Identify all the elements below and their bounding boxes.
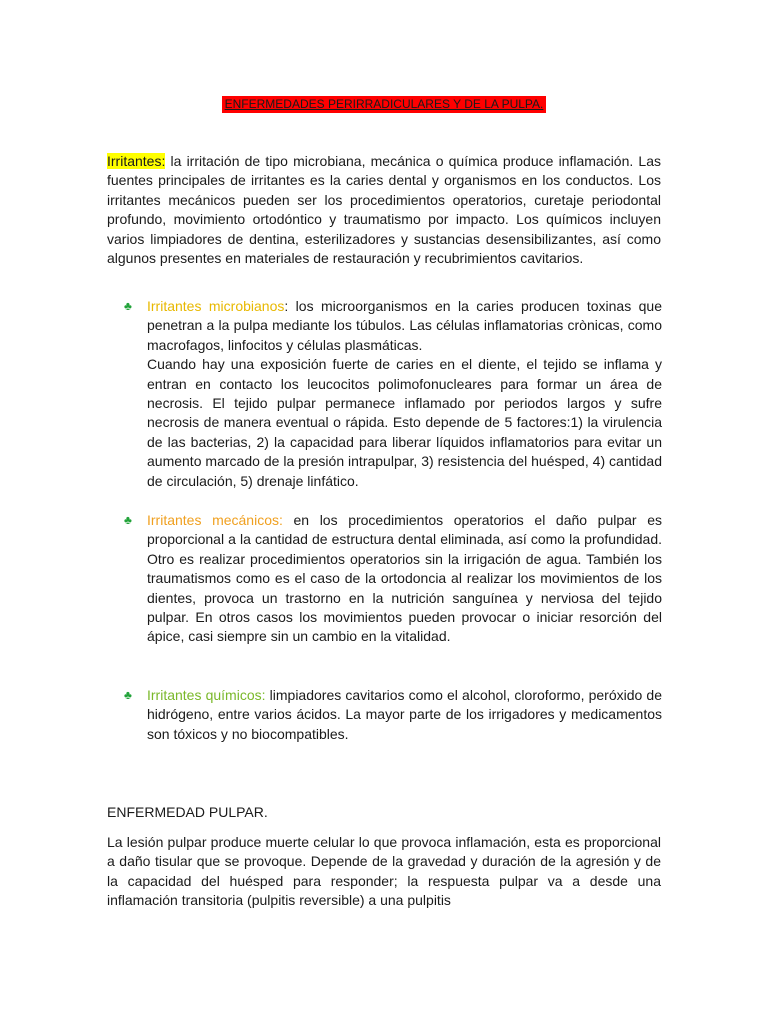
bullet-text-continued: Cuando hay una exposición fuerte de caries en el diente, el tejido se inflama y entran en contacto los leucocitos polimofonucleares para formar un área de necrosis. El tejido pulpar permanece inflamado por periodos largos y sufre necrosis de manera eventual o rápida. Esto depende de 5 factores:1) la virulencia de las bacterias, 2) la capacidad para liberar líquidos inflamatorios para evitar un aumento marcado de la presión intrapulpar, 3) resistencia del huésped, 4) cantidad de circulación, 5) drenaje linfático. xyxy=(147,356,662,489)
bullet-term: Irritantes mecánicos: xyxy=(147,512,283,528)
intro-paragraph xyxy=(107,152,661,268)
bullet-term: Irritantes microbianos xyxy=(147,298,285,314)
bullet-term: Irritantes químicos: xyxy=(147,687,266,703)
club-icon: ♣ xyxy=(124,513,132,527)
bullet-paragraph xyxy=(147,297,662,491)
section-heading: ENFERMEDAD PULPAR. xyxy=(107,804,268,820)
title-wrapper xyxy=(0,95,768,113)
bullet-paragraph xyxy=(147,686,662,744)
list-item-quimicos xyxy=(124,686,662,744)
bullet-text: en los procedimientos operatorios el daño pulpar es proporcional a la cantidad de estructura dental eliminada, así como la profundidad. Otro es realizar procedimientos operatorios sin la irrigación de agua. También los traumatismos como es el caso de la ortodoncia al realizar los movimientos de los dientes, provoca un trastorno en la nutrición sanguínea y nerviosa del tejido pulpar. En otros casos los movimientos pueden provocar o iniciar resorción del ápice, casi siempre sin un cambio en la vitalidad. xyxy=(147,512,662,645)
bullet-text: limpiadores cavitarios como el alcohol, cloroformo, peróxido de hidrógeno, entre varios ácidos. La mayor parte de los irrigadores y medicamentos son tóxicos y no biocompatibles. xyxy=(147,687,663,742)
bullet-text: : los microorganismos en la caries producen toxinas que penetran a la pulpa mediante los túbulos. Las células inflamatorias crònicas, como macrofagos, linfocitos y células plasmáticas. xyxy=(147,298,662,353)
intro-text: la irritación de tipo microbiana, mecánica o química produce inflamación. Las fuentes principales de irritantes es la caries dental y organismos en los conductos. Los irritantes mecánicos pueden ser los procedimientos operatorios, curetaje periodontal profundo, movimiento ortodóntico y traumatismo por impacto. Los químicos incluyen varios limpiadores de dentina, esterilizadores y sustancias desensibilizantes, así como algunos presentes en materiales de restauración y recubrimientos cavitarios. xyxy=(107,153,661,267)
bullet-paragraph xyxy=(147,511,662,647)
intro-term: Irritantes: xyxy=(107,153,166,169)
list-item-mecanicos xyxy=(124,511,662,647)
section-paragraph: La lesión pulpar produce muerte celular lo que provoca inflamación, esta es proporcional a daño tisular que se provoque. Depende de la gravedad y duración de la agresión y de la capacidad del huésped para responder; la respuesta pulpar va a desde una inflamación transitoria (pulpitis reversible) a una pulpitis xyxy=(107,834,661,909)
list-item-microbianos xyxy=(124,297,662,491)
document-title: ENFERMEDADES PERIRRADICULARES Y DE LA PULPA. xyxy=(222,96,547,113)
club-icon: ♣ xyxy=(124,688,132,702)
club-icon: ♣ xyxy=(124,299,132,313)
